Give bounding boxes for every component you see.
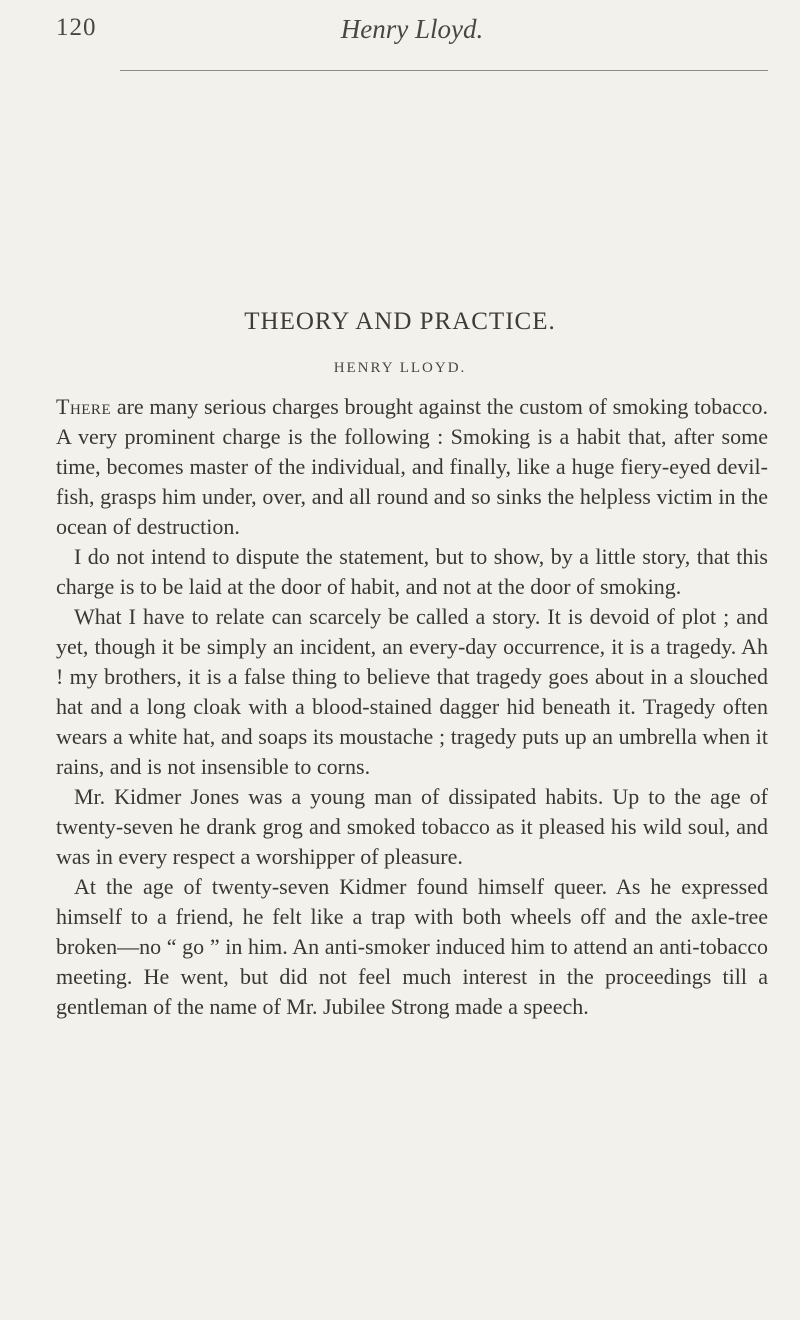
running-title: Henry Lloyd. <box>340 14 484 44</box>
running-head <box>56 14 768 48</box>
chapter-title: THEORY AND PRACTICE. <box>244 308 556 335</box>
paragraph-3: What I have to relate can scarcely be called a story. It is devoid of plot ; and yet, though it be simply an incident, an every-day occurrence, it is a tragedy. Ah ! my brothers, it is a false thing to believe that tragedy goes about in a slouched hat and a long cloak with a blood-stained dagger hid beneath it. Tragedy often wears a white hat, and soaps its moustache ; tragedy puts up an umbrella when it rains, and is not insensible to corns. <box>56 604 768 779</box>
paragraph-1-text: are many serious charges brought against the custom of smoking tobacco. A very prominent charge is the following : Smoking is a habit that, after some time, becomes master of the individual, and finally, like a huge fiery-eyed devil-fish, grasps him under, over, and all round and so sinks the helpless victim in the ocean of destruction. <box>56 394 768 539</box>
header-rule <box>120 70 768 71</box>
article-body <box>56 392 768 1022</box>
author-byline: HENRY LLOYD. <box>333 360 467 376</box>
opening-word: There <box>56 394 112 419</box>
paragraph-5: At the age of twenty-seven Kidmer found himself queer. As he expressed himself to a friend, he felt like a trap with both wheels off and the axle-tree broken—no “ go ” in him. An anti-smoker induced him to attend an anti-tobacco meeting. He went, but did not feel much interest in the proceedings till a gentleman of the name of Mr. Jubilee Strong made a speech. <box>56 874 768 1019</box>
paragraph-2: I do not intend to dispute the statement, but to show, by a little story, that this charge is to be laid at the door of habit, and not at the door of smoking. <box>56 544 768 599</box>
page-number: 120 <box>56 14 97 41</box>
paragraph-1 <box>56 392 768 542</box>
paragraph-4: Mr. Kidmer Jones was a young man of dissipated habits. Up to the age of twenty-seven he drank grog and smoked tobacco as it pleased his wild soul, and was in every respect a worshipper of pleasure. <box>56 784 768 869</box>
